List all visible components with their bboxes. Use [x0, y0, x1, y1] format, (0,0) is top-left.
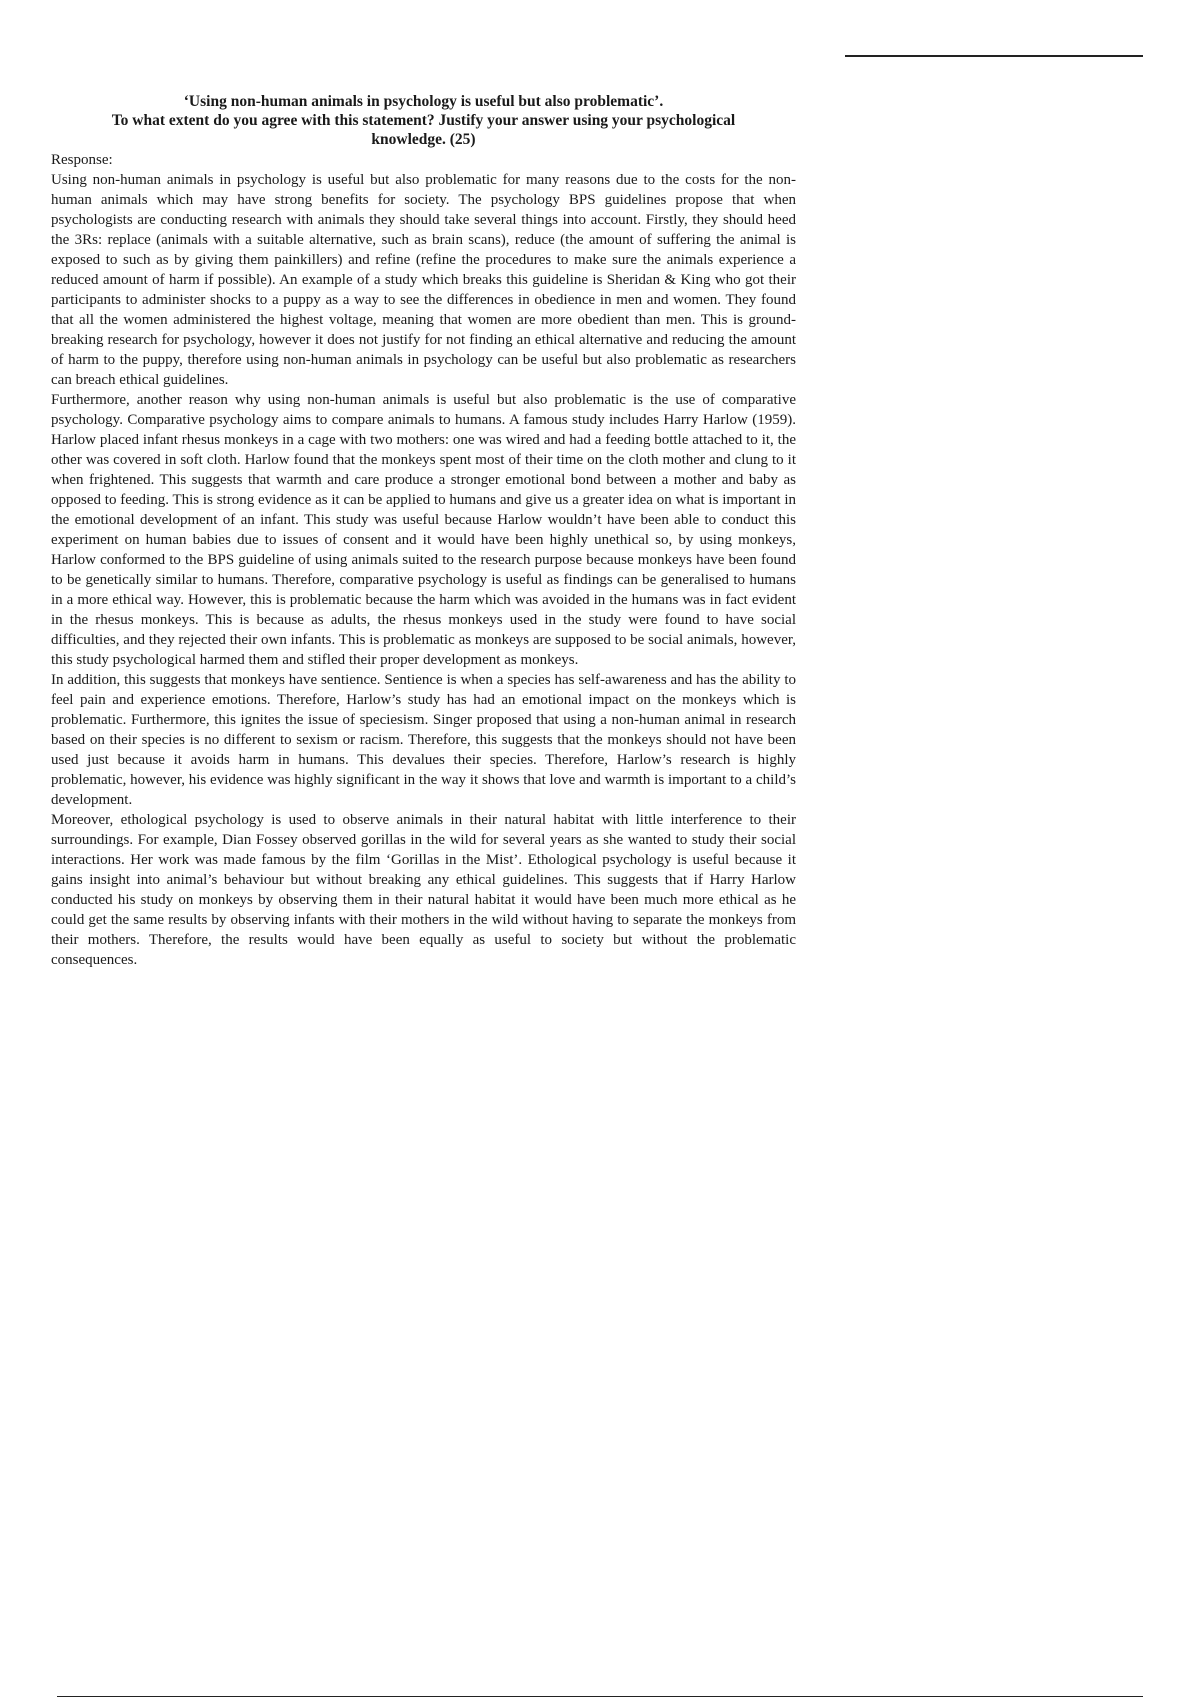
paragraph-1: Using non-human animals in psychology is useful but also problematic for many reasons due to the costs for the non-human animals which may have strong benefits for society. The psychology BPS guidelines propose that when psychologists are conducting research with animals they should take several things into account. Firstly, they should heed the 3Rs: replace (animals with a suitable alternative, such as brain scans), reduce (the amount of suffering the animal is exposed to such as by giving them painkillers) and refine (refine the procedures to make sure the animals experience a reduced amount of harm if possible). An example of a study which breaks this guideline is Sheridan & King who got their participants to administer shocks to a puppy as a way to see the differences in obedience in men and women. They found that all the women administered the highest voltage, meaning that women are more obedient than men. This is ground-breaking research for psychology, however it does not justify for not finding an ethical alternative and reducing the amount of harm to the puppy, therefore using non-human animals in psychology can be useful but also problematic as researchers can breach ethical guidelines. [51, 172, 796, 388]
document-body [51, 92, 796, 970]
response-label: Response: [51, 152, 113, 168]
question-title-line-1: ‘Using non-human animals in psychology is useful but also problematic’. [183, 93, 664, 110]
paragraph-4: Moreover, ethological psychology is used to observe animals in their natural habitat with little interference to their surroundings. For example, Dian Fossey observed gorillas in the wild for several years as she wanted to study their social interactions. Her work was made famous by the film ‘Gorillas in the Mist’. Ethological psychology is useful because it gains insight into animal’s behaviour but without breaking any ethical guidelines. This suggests that if Harry Harlow conducted his study on monkeys by observing them in their natural habitat it would have been much more ethical as he could get the same results by observing infants with their mothers in the wild without having to separate the monkeys from their mothers. Therefore, the results would have been equally as useful to society but without the problematic consequences. [51, 812, 796, 968]
header-rule [845, 55, 1143, 57]
question-title-line-2: To what extent do you agree with this statement? Justify your answer using your psychological knowledge. (25) [111, 112, 736, 148]
footer-rule [57, 1696, 1143, 1697]
paragraph-3: In addition, this suggests that monkeys have sentience. Sentience is when a species has self-awareness and has the ability to feel pain and experience emotions. Therefore, Harlow’s study has had an emotional impact on the monkeys which is problematic. Furthermore, this ignites the issue of speciesism. Singer proposed that using a non-human animal in research based on their species is no different to sexism or racism. Therefore, this suggests that the monkeys should not have been used just because it avoids harm in humans. This devalues their species. Therefore, Harlow’s research is highly problematic, however, his evidence was highly significant in the way it shows that love and warmth is important to a child’s development. [51, 672, 796, 808]
question-title [51, 92, 796, 149]
paragraph-2: Furthermore, another reason why using non-human animals is useful but also problematic is the use of comparative psychology. Comparative psychology aims to compare animals to humans. A famous study includes Harry Harlow (1959). Harlow placed infant rhesus monkeys in a cage with two mothers: one was wired and had a feeding bottle attached to it, the other was covered in soft cloth. Harlow found that the monkeys spent most of their time on the cloth mother and clung to it when frightened. This suggests that warmth and care produce a stronger emotional bond between a mother and baby as opposed to feeding. This is strong evidence as it can be applied to humans and give us a greater idea on what is important in the emotional development of an infant. This study was useful because Harlow wouldn’t have been able to conduct this experiment on human babies due to issues of consent and it would have been highly unethical so, by using monkeys, Harlow conformed to the BPS guideline of using animals suited to the research purpose because monkeys have been found to be genetically similar to humans. Therefore, comparative psychology is useful as findings can be generalised to humans in a more ethical way. However, this is problematic because the harm which was avoided in the humans was in fact evident in the rhesus monkeys. This is because as adults, the rhesus monkeys used in the study were found to have social difficulties, and they rejected their own infants. This is problematic as monkeys are supposed to be social animals, however, this study psychological harmed them and stifled their proper development as monkeys. [51, 392, 796, 668]
